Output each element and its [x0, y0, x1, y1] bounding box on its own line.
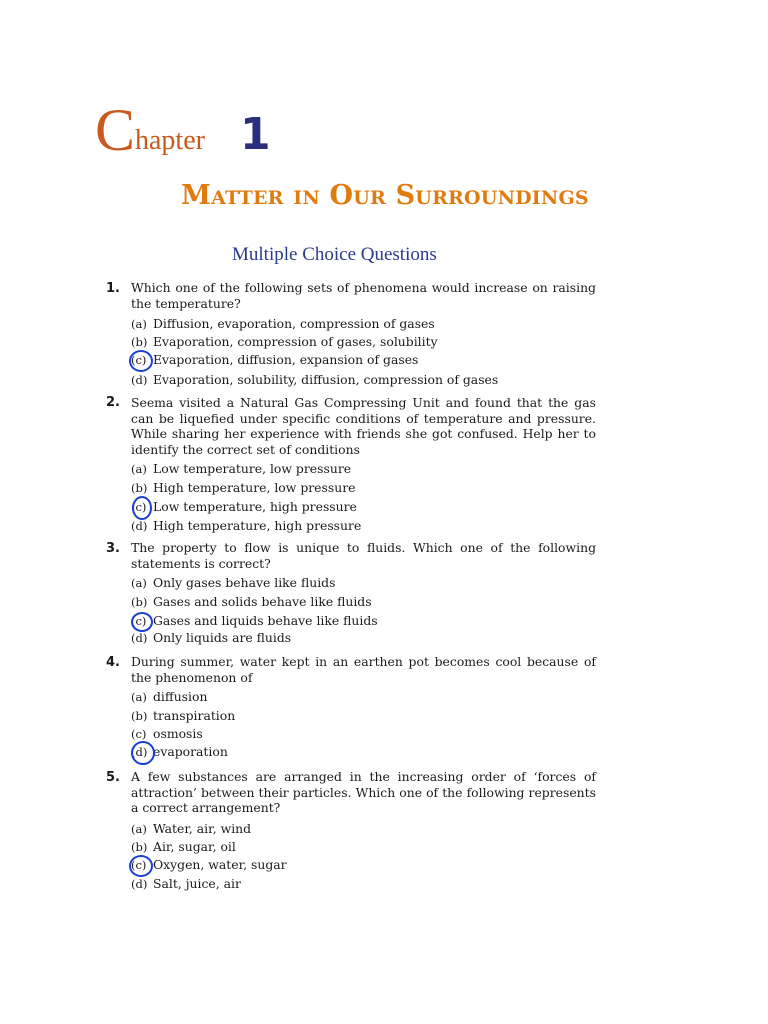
page-title: Matter in Our Surroundings — [181, 180, 589, 211]
section-subtitle: Multiple Choice Questions — [232, 244, 437, 265]
question-number: 1. — [106, 281, 120, 296]
option-a — [131, 689, 207, 705]
option-label: (d) — [131, 631, 148, 645]
option-label: (a) — [131, 690, 147, 704]
option-d — [131, 630, 291, 646]
option-d — [131, 518, 361, 534]
question-number: 5. — [106, 770, 120, 785]
option-label: (b) — [131, 595, 148, 609]
option-a — [131, 461, 351, 477]
question-text: Seema visited a Natural Gas Compressing Unit and found that the gas can be liquefied under specific conditions of temperature and pressure. While sharing her experience with friends she got confused. Help her to identify the correct set of conditions — [131, 395, 596, 457]
question-number: 3. — [106, 541, 120, 556]
option-text: Gases and liquids behave like fluids — [153, 613, 378, 628]
option-label: (c) — [131, 353, 147, 367]
option-c — [131, 352, 418, 368]
option-c — [131, 857, 287, 873]
option-a — [131, 575, 335, 591]
question-text: The property to flow is unique to fluids. Which one of the following statements is correct? — [131, 540, 596, 571]
question-number: 4. — [106, 655, 120, 670]
option-label: (a) — [131, 576, 147, 590]
option-label: (b) — [131, 840, 148, 854]
option-text: Only gases behave like fluids — [153, 575, 336, 590]
option-b — [131, 839, 236, 855]
option-label: (b) — [131, 481, 148, 495]
option-d — [131, 876, 241, 892]
option-a — [131, 821, 251, 837]
option-text: Low temperature, low pressure — [153, 461, 352, 476]
question-text: During summer, water kept in an earthen pot becomes cool because of the phenomenon of — [131, 654, 596, 685]
option-label: (d) — [131, 373, 148, 387]
chapter-number: 1 — [240, 109, 271, 160]
option-text: Evaporation, solubility, diffusion, compression of gases — [153, 372, 499, 387]
option-text: Only liquids are fluids — [153, 630, 292, 645]
option-text: transpiration — [153, 708, 236, 723]
option-d — [131, 372, 498, 388]
option-text: Air, sugar, oil — [153, 839, 236, 854]
option-c — [131, 499, 357, 515]
option-label: (a) — [131, 317, 147, 331]
option-text: diffusion — [153, 689, 208, 704]
option-label: (d) — [131, 745, 148, 759]
option-label: (a) — [131, 462, 147, 476]
option-text: Salt, juice, air — [153, 876, 241, 891]
question-number: 2. — [106, 395, 120, 410]
option-label: (c) — [131, 727, 147, 741]
option-text: High temperature, low pressure — [153, 480, 356, 495]
option-label: (d) — [131, 519, 148, 533]
option-label: (b) — [131, 709, 148, 723]
option-label: (c) — [131, 858, 147, 872]
option-text: Diffusion, evaporation, compression of gases — [153, 316, 435, 331]
question-text: A few substances are arranged in the increasing order of ‘forces of attraction’ between their particles. Which one of the following represents a correct arrangement? — [131, 769, 596, 815]
option-b — [131, 334, 438, 350]
question-text: Which one of the following sets of phenomena would increase on raising the temperature? — [131, 280, 596, 311]
option-text: Gases and solids behave like fluids — [153, 594, 372, 609]
option-text: Water, air, wind — [153, 821, 252, 836]
option-label: (c) — [131, 614, 147, 628]
option-a — [131, 316, 435, 332]
option-text: Low temperature, high pressure — [153, 499, 357, 514]
option-text: osmosis — [153, 726, 203, 741]
option-text: Oxygen, water, sugar — [153, 857, 287, 872]
option-label: (c) — [131, 500, 147, 514]
option-b — [131, 480, 355, 496]
option-text: Evaporation, compression of gases, solubility — [153, 334, 438, 349]
option-b — [131, 594, 372, 610]
chapter-initial: C — [95, 97, 136, 163]
option-text: Evaporation, diffusion, expansion of gases — [153, 352, 419, 367]
option-b — [131, 708, 235, 724]
chapter-word: hapter — [135, 125, 205, 156]
option-label: (b) — [131, 335, 148, 349]
option-label: (d) — [131, 877, 148, 891]
option-c — [131, 613, 378, 629]
option-label: (a) — [131, 822, 147, 836]
option-text: High temperature, high pressure — [153, 518, 362, 533]
option-d — [131, 744, 228, 760]
option-text: evaporation — [153, 744, 228, 759]
option-c — [131, 726, 203, 742]
